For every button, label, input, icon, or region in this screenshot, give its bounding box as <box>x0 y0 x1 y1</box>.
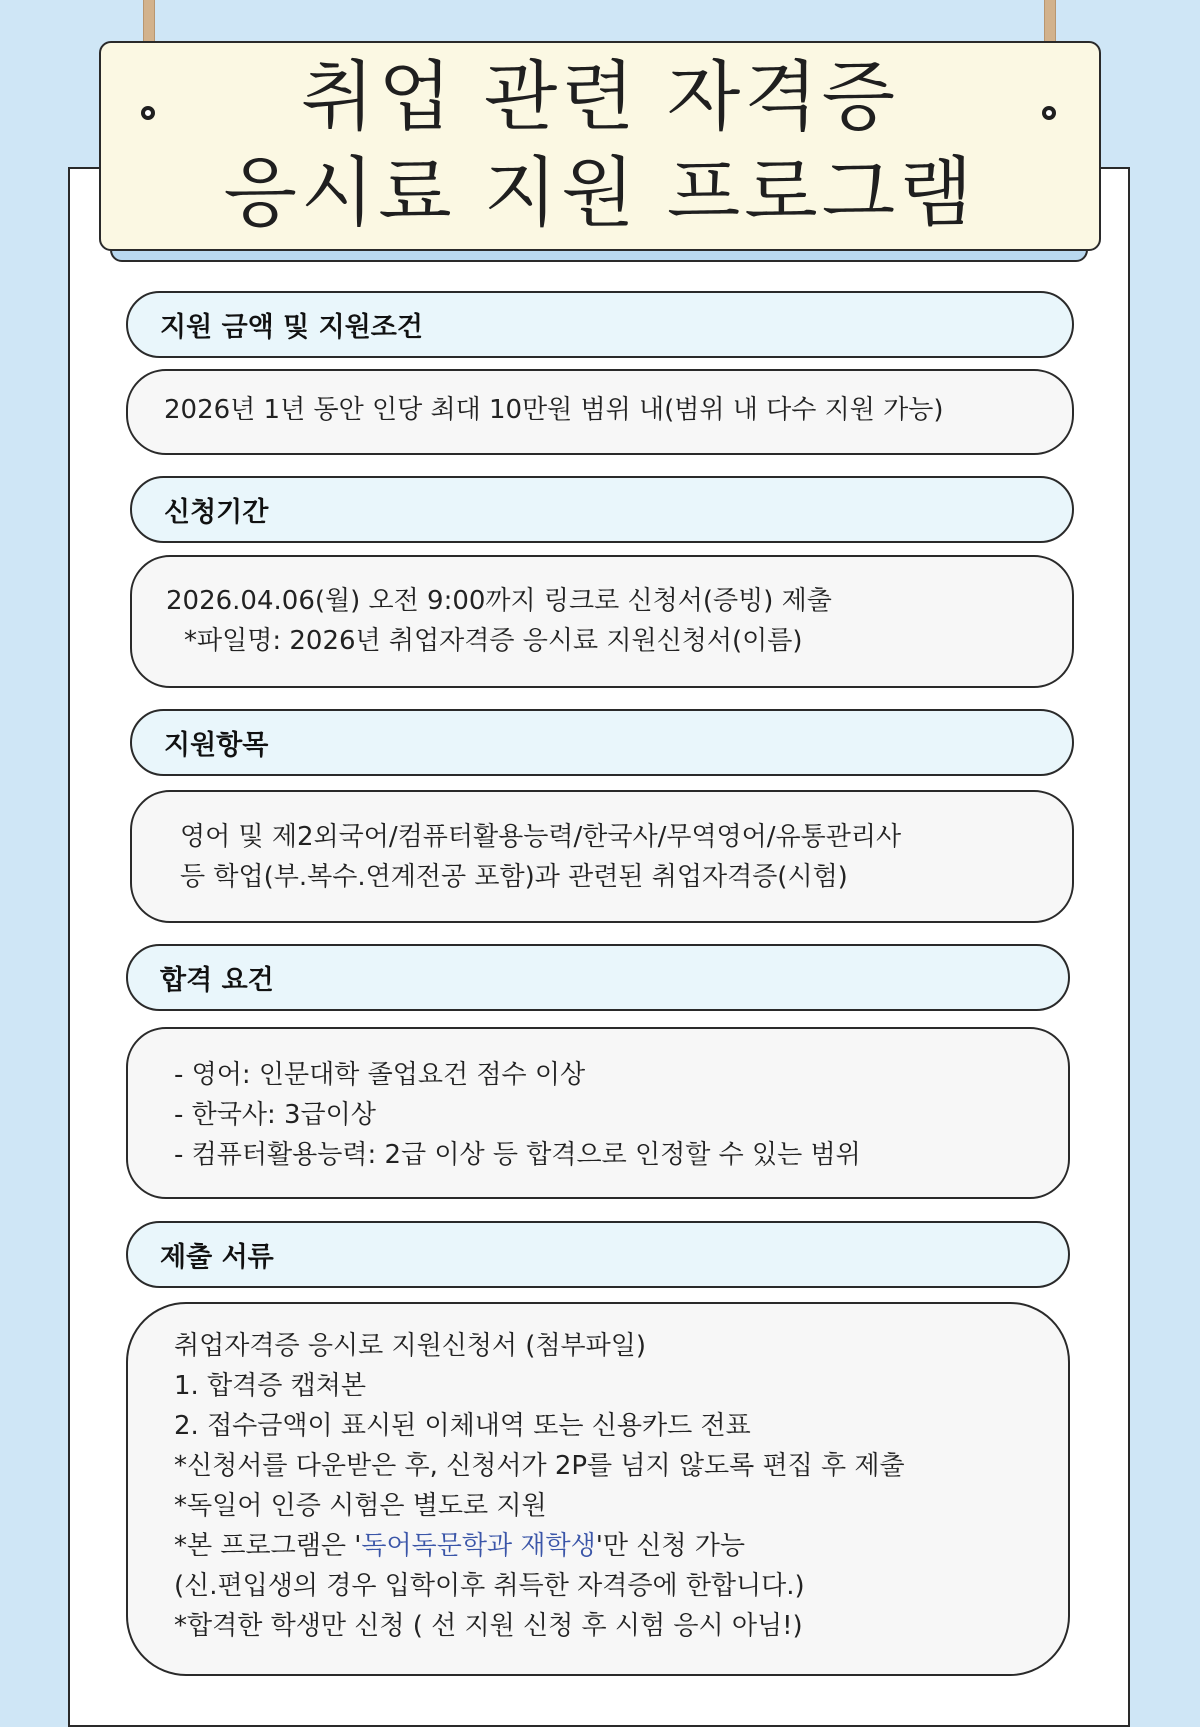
program-eligibility-line <box>174 1526 1068 1566</box>
nail-icon <box>141 106 155 120</box>
program-line-prefix: *본 프로그램은 ' <box>174 1531 362 1561</box>
program-line-suffix: '만 신청 가능 <box>595 1531 745 1561</box>
section-body-items <box>130 790 1074 923</box>
body-line: 2026.04.06(월) 오전 9:00까지 링크로 신청서(증빙) 제출 <box>166 586 832 616</box>
body-line: - 영어: 인문대학 졸업요건 점수 이상 <box>174 1060 586 1090</box>
section-heading-amount <box>126 291 1074 358</box>
nail-icon <box>1042 106 1056 120</box>
body-line: 영어 및 제2외국어/컴퓨터활용능력/한국사/무역영어/유통관리사 <box>180 822 902 852</box>
body-line: *파일명: 2026년 취업자격증 응시료 지원신청서(이름) <box>184 626 803 656</box>
section-heading-period <box>130 476 1074 543</box>
body-line: - 한국사: 3급이상 <box>174 1100 376 1130</box>
section-body-documents <box>126 1302 1070 1676</box>
section-heading-label: 제출 서류 <box>160 1242 274 1273</box>
title-sign <box>99 41 1101 251</box>
body-line: *신청서를 다운받은 후, 신청서가 2P를 넘지 않도록 편집 후 제출 <box>174 1451 905 1481</box>
body-line: 취업자격증 응시로 지원신청서 (첨부파일) <box>174 1331 647 1361</box>
section-heading-label: 신청기간 <box>164 497 269 528</box>
section-heading-label: 합격 요건 <box>160 965 274 996</box>
title-line-2: 응시료 지원 프로그램 <box>223 148 977 237</box>
title-line-1: 취업 관련 자격증 <box>300 52 900 141</box>
section-heading-label: 지원 금액 및 지원조건 <box>160 312 423 343</box>
section-body-requirements <box>126 1027 1070 1199</box>
section-body-period <box>130 555 1074 688</box>
section-heading-items <box>130 709 1074 776</box>
body-line: 1. 합격증 캡쳐본 <box>174 1371 367 1401</box>
body-line: 등 학업(부.복수.연계전공 포함)과 관련된 취업자격증(시험) <box>180 862 848 892</box>
body-line: - 컴퓨터활용능력: 2급 이상 등 합격으로 인정할 수 있는 범위 <box>174 1140 861 1170</box>
body-line: 2026년 1년 동안 인당 최대 10만원 범위 내(범위 내 다수 지원 가능) <box>164 395 944 425</box>
eligible-department-highlight: 독어독문학과 재학생 <box>361 1531 596 1561</box>
body-line: (신.편입생의 경우 입학이후 취득한 자격증에 한합니다.) <box>174 1571 805 1601</box>
body-line: *합격한 학생만 신청 ( 선 지원 신청 후 시험 응시 아님!) <box>174 1611 803 1641</box>
body-line: 2. 접수금액이 표시된 이체내역 또는 신용카드 전표 <box>174 1411 751 1441</box>
section-heading-label: 지원항목 <box>164 730 269 761</box>
section-heading-documents <box>126 1221 1070 1288</box>
section-heading-requirements <box>126 944 1070 1011</box>
section-body-amount <box>126 369 1074 455</box>
body-line: *독일어 인증 시험은 별도로 지원 <box>174 1491 547 1521</box>
